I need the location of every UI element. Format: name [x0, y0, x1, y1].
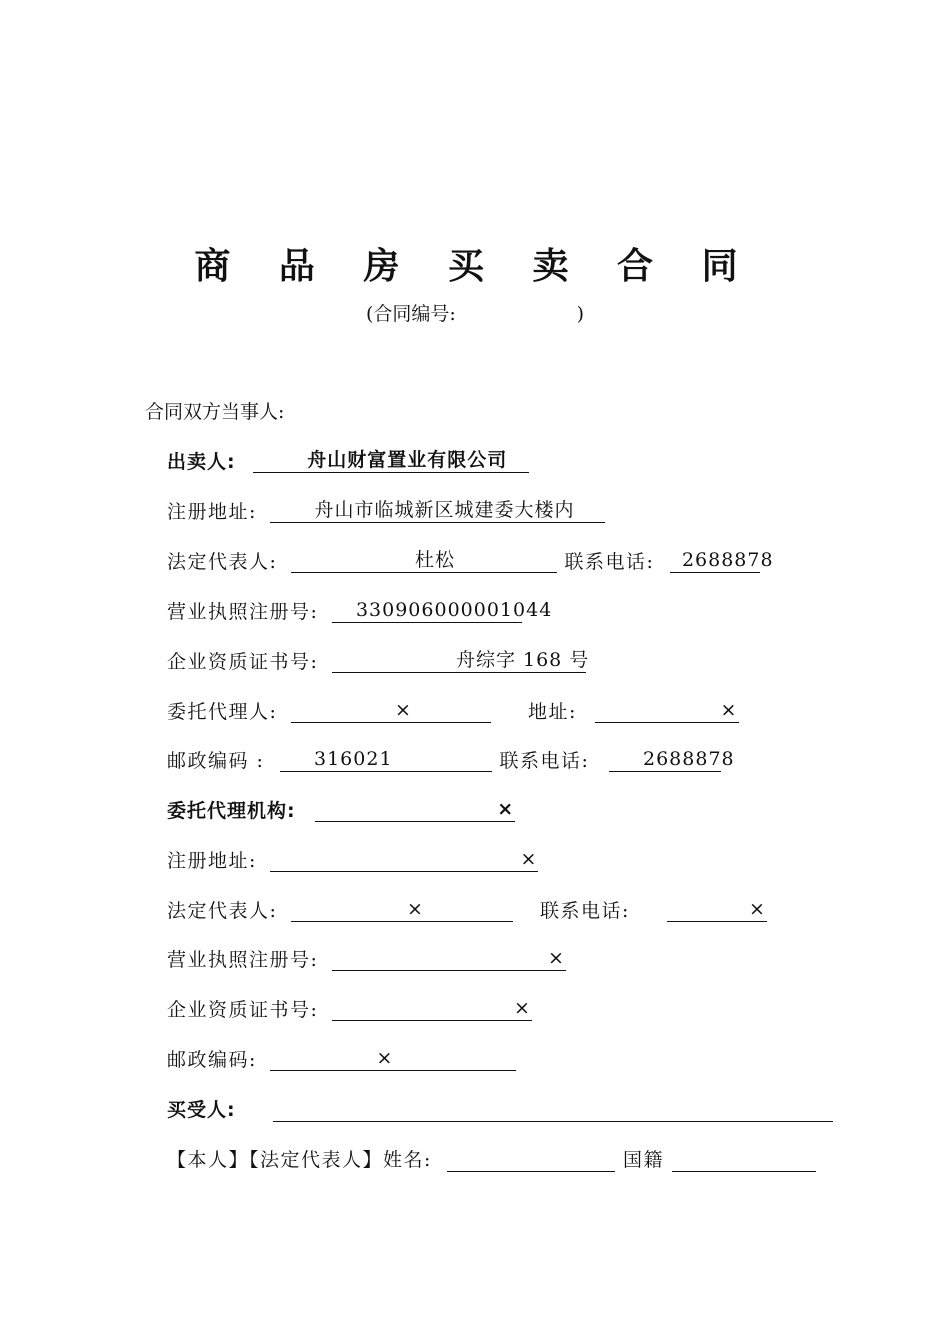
- agency-qualification-label: 企业资质证书号:: [167, 999, 319, 1021]
- seller-qualification-label: 企业资质证书号:: [167, 651, 319, 673]
- seller-address-label: 注册地址:: [167, 501, 257, 523]
- agency-address-label: 注册地址:: [167, 850, 257, 872]
- agency-phone-label: 联系电话:: [540, 900, 630, 922]
- parties-heading: 合同双方当事人:: [145, 401, 285, 423]
- agency-postcode-field: ×: [270, 1045, 516, 1071]
- seller-address-row: [167, 497, 605, 527]
- buyer-identity-row: [167, 1145, 816, 1175]
- agency-address-row: [167, 846, 538, 876]
- agency-postcode-label: 邮政编码:: [167, 1049, 257, 1071]
- seller-phone-label: 联系电话:: [564, 551, 655, 573]
- agency-license-field: ×: [332, 945, 566, 971]
- buyer-nationality-field: [672, 1145, 816, 1172]
- seller-postcode-row: [167, 746, 735, 776]
- seller-qualification-field: 舟综字 168 号: [332, 647, 586, 673]
- agency-legal-rep-label: 法定代表人:: [167, 900, 278, 922]
- seller-agent-label: 委托代理人:: [167, 701, 278, 723]
- document-title: 商 品 房 买 卖 合 同: [194, 246, 756, 287]
- seller-name-field: 舟山财富置业有限公司: [253, 447, 529, 473]
- agency-phone-field: ×: [667, 896, 767, 922]
- agency-qualification-row: [167, 995, 532, 1025]
- agency-license-row: [167, 945, 566, 975]
- agency-qualification-field: ×: [332, 995, 532, 1021]
- agency-legal-rep-row: [167, 896, 767, 926]
- agency-postcode-row: [167, 1045, 516, 1075]
- seller-legal-rep-row: [167, 547, 774, 577]
- buyer-identity-label: 【本人】【法定代表人】姓名:: [167, 1149, 432, 1171]
- agency-label: 委托代理机构:: [167, 800, 296, 822]
- seller-license-label: 营业执照注册号:: [167, 601, 319, 623]
- buyer-row: [167, 1095, 833, 1125]
- seller-address-field: 舟山市临城新区城建委大楼内: [270, 497, 605, 523]
- seller-agent-row: [167, 697, 739, 727]
- seller-phone-field: 2688878: [670, 547, 760, 573]
- agency-license-label: 营业执照注册号:: [167, 949, 319, 971]
- agency-name-field: ×: [315, 796, 515, 822]
- buyer-label: 买受人:: [167, 1099, 236, 1121]
- seller-postcode-field: 316021: [280, 746, 492, 772]
- seller-row: [167, 447, 529, 477]
- agency-row: [167, 796, 515, 826]
- seller-license-field: 330906000001044: [332, 597, 522, 623]
- agency-address-field: ×: [270, 846, 538, 872]
- buyer-nationality-label: 国籍: [623, 1149, 665, 1171]
- agency-legal-rep-field: ×: [291, 896, 513, 922]
- seller-legal-rep-label: 法定代表人:: [167, 551, 278, 573]
- seller-label: 出卖人:: [167, 451, 236, 473]
- seller-postcode-label: 邮政编码 :: [167, 750, 265, 772]
- seller-legal-rep-field: 杜松: [291, 547, 557, 573]
- contract-number-line: (合同编号: ): [366, 303, 585, 325]
- seller-agent-field: ×: [291, 697, 491, 723]
- buyer-name-field: [273, 1095, 833, 1122]
- buyer-person-name-field: [447, 1145, 615, 1172]
- seller-agent-address-field: ×: [595, 697, 739, 723]
- seller-agent-address-label: 地址:: [528, 701, 577, 723]
- seller-license-row: [167, 597, 553, 627]
- seller-qualification-row: [167, 647, 590, 677]
- seller-phone2-label: 联系电话:: [499, 750, 590, 772]
- seller-phone2-field: 2688878: [609, 746, 721, 772]
